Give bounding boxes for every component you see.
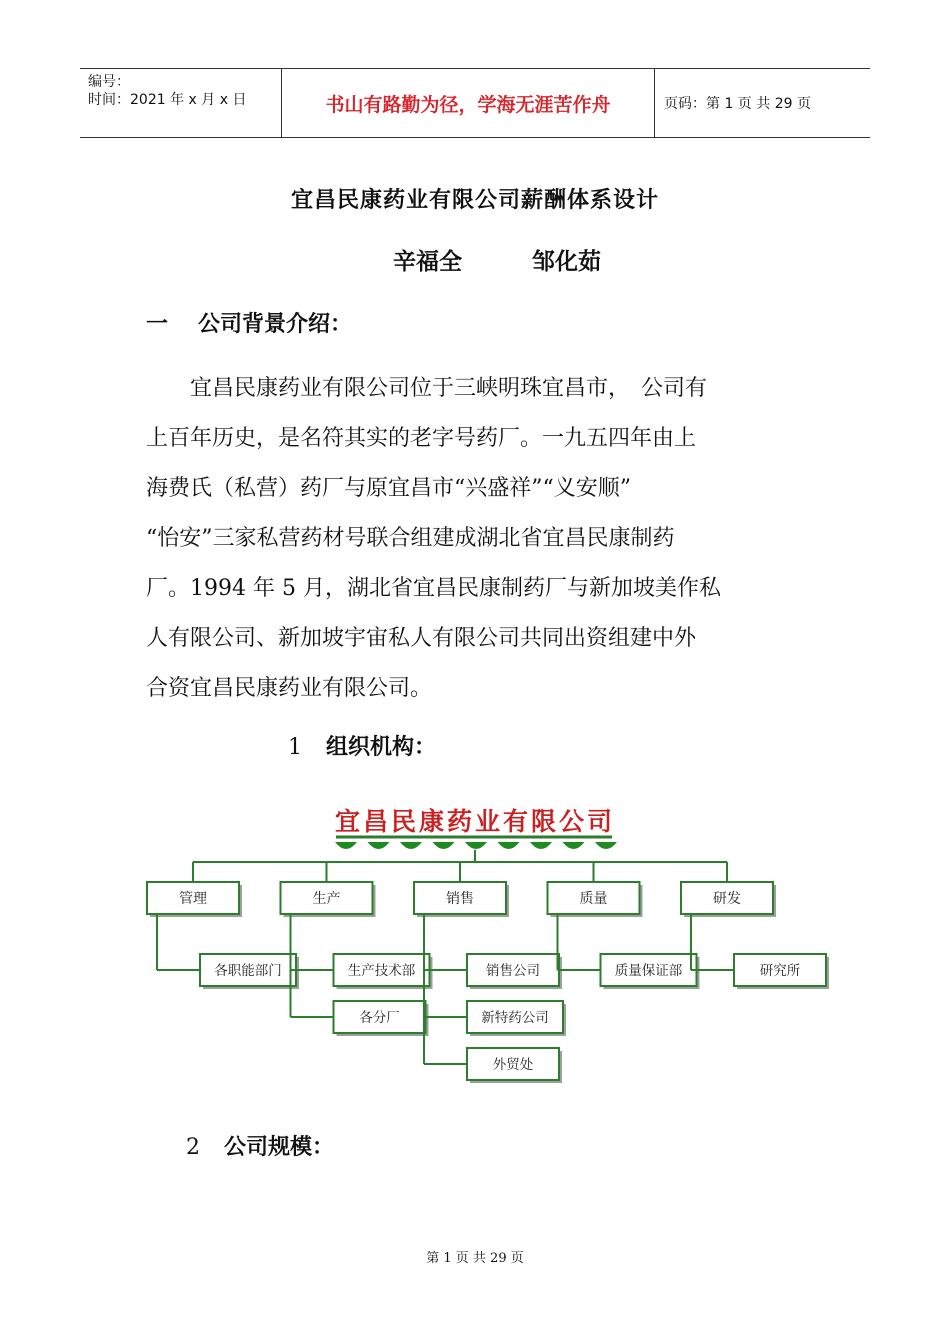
paragraph-line: 人有限公司、新加坡宇宙私人有限公司共同出资组建中外 bbox=[146, 626, 697, 651]
subsection-org-heading bbox=[288, 730, 436, 761]
section-heading bbox=[146, 307, 352, 338]
dome-ornament bbox=[433, 842, 455, 849]
paragraph-line: 上百年历史，是名符其实的老字号药厂。一九五四年由上 bbox=[146, 426, 697, 451]
document-header bbox=[80, 68, 870, 138]
child-box-4-0-label: 研究所 bbox=[759, 963, 801, 979]
dept-box-4-label: 研发 bbox=[713, 891, 741, 907]
header-meta-cell bbox=[80, 69, 282, 137]
org-chart bbox=[0, 790, 950, 1110]
paragraph-line: 宜昌民康药业有限公司位于三峡明珠宜昌市， 公司有 bbox=[146, 376, 708, 401]
dome-ornament bbox=[465, 842, 487, 849]
subsection-title: 公司规模： bbox=[224, 1135, 335, 1160]
author-2: 邹化茹 bbox=[532, 249, 602, 275]
dept-box-3-label: 质量 bbox=[579, 891, 608, 907]
subsection-title: 组织机构： bbox=[326, 735, 437, 760]
author-1: 辛福全 bbox=[393, 249, 462, 275]
paragraph-line: 厂。1994 年 5 月，湖北省宜昌民康制药厂与新加坡美作私 bbox=[146, 576, 721, 601]
header-page-info: 页码：第 1 页 共 29 页 bbox=[664, 96, 811, 112]
dept-box-1-label: 生产 bbox=[312, 891, 341, 907]
paragraph-line: “怡安”三家私营药材号联合组建成湖北省宜昌民康制药 bbox=[146, 526, 675, 551]
subsection-number: 2 bbox=[186, 1135, 200, 1160]
time-label: 时间：2021 年 x 月 x 日 bbox=[88, 92, 247, 108]
child-box-1-1-label: 各分厂 bbox=[359, 1010, 400, 1026]
authors bbox=[393, 243, 601, 276]
child-box-2-2-label: 外贸处 bbox=[492, 1057, 534, 1073]
dome-ornament bbox=[400, 842, 422, 849]
dome-ornament bbox=[368, 842, 390, 849]
child-box-1-0-label: 生产技术部 bbox=[347, 963, 416, 979]
child-box-2-0-label: 销售公司 bbox=[486, 963, 540, 979]
header-motto: 书山有路勤为径，学海无涯苦作舟 bbox=[282, 69, 655, 137]
root-title: 宜昌民康药业有限公司 bbox=[334, 807, 616, 836]
background-paragraph bbox=[146, 364, 806, 714]
child-box-0-0-label: 各职能部门 bbox=[214, 963, 282, 979]
dome-ornament bbox=[335, 842, 357, 849]
dome-ornament bbox=[595, 842, 617, 849]
dept-box-2-label: 销售 bbox=[446, 891, 474, 907]
dome-ornament bbox=[498, 842, 520, 849]
paragraph-line: 海费氏（私营）药厂与原宜昌市“兴盛祥”“义安顺” bbox=[146, 476, 631, 501]
dome-ornament bbox=[530, 842, 552, 849]
dept-box-0-label: 管理 bbox=[179, 891, 207, 907]
section-title: 公司背景介绍： bbox=[198, 312, 353, 337]
subsection-number: 1 bbox=[288, 735, 302, 760]
document-title: 宜昌民康药业有限公司薪酬体系设计 bbox=[290, 188, 659, 213]
child-box-3-0-label: 质量保证部 bbox=[614, 963, 683, 979]
dome-ornament bbox=[563, 842, 585, 849]
page-footer: 第 1 页 共 29 页 bbox=[426, 1251, 524, 1266]
section-number: 一 bbox=[146, 312, 169, 337]
paragraph-line: 合资宜昌民康药业有限公司。 bbox=[146, 676, 433, 701]
number-label: 编号： bbox=[88, 74, 130, 90]
subsection-scale-heading bbox=[186, 1130, 334, 1161]
child-box-2-1-label: 新特药公司 bbox=[481, 1010, 549, 1026]
